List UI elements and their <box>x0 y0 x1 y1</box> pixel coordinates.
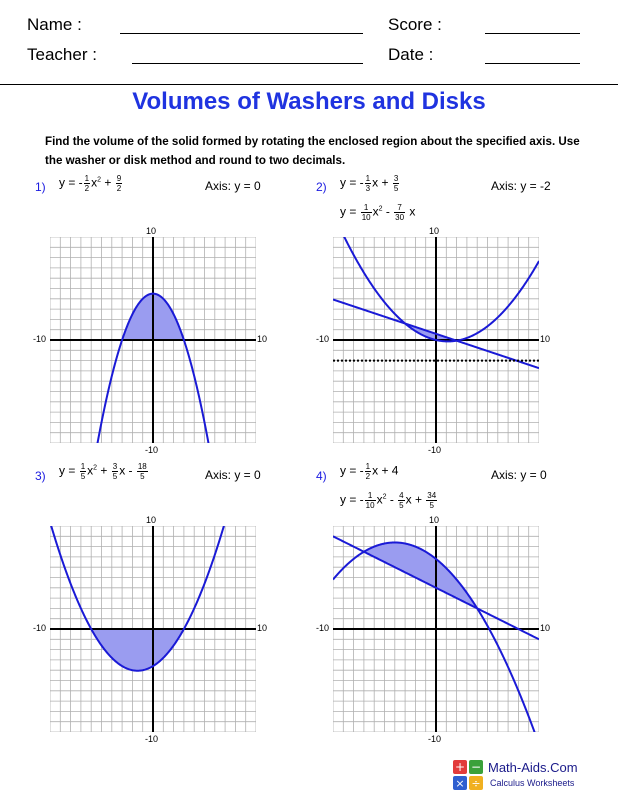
problem-4-equation-2: y = - $\frac{1}{10}$ $x^2$ - $\frac{4}{5}$ x + $\frac{34}{5}$ <box>340 491 437 510</box>
teacher-line[interactable] <box>132 63 363 64</box>
graph-1-top-label: 10 <box>146 226 157 236</box>
math-aids-logo-icon <box>453 760 483 790</box>
svg-text:+: + <box>454 760 466 774</box>
svg-text:×: × <box>455 777 465 790</box>
date-label: Date : <box>388 45 434 64</box>
problem-3-equation: y = $\frac{1}{5}$ $x^2$ + $\frac{3}{5}$ x - $\frac{18}{5}$ <box>59 462 147 481</box>
name-line[interactable] <box>120 33 363 34</box>
svg-text:÷: ÷ <box>471 777 481 790</box>
shaded-region <box>364 542 477 608</box>
problem-3-axis: Axis: y = 0 <box>205 468 261 482</box>
graph-2-top-label: 10 <box>429 226 440 236</box>
graph-problem-1 <box>50 237 256 443</box>
graph-3-top-label: 10 <box>146 515 157 525</box>
graph-3-left-label: -10 <box>33 623 47 633</box>
problem-1-number: 1) <box>35 180 46 194</box>
problem-4-number: 4) <box>316 469 327 483</box>
footer-brand[interactable]: Math-Aids.Com <box>488 760 578 775</box>
graph-3-right-label: 10 <box>257 623 268 633</box>
graph-problem-2 <box>333 237 539 443</box>
graph-4-bottom-label: -10 <box>428 734 442 744</box>
problem-1-axis: Axis: y = 0 <box>205 179 261 193</box>
instructions: Find the volume of the solid formed by rotating the enclosed region about the specified axis. Use the washer or disk method and round to two decimals. <box>45 135 580 167</box>
graph-2-bottom-label: -10 <box>428 445 442 455</box>
graph-4-left-label: -10 <box>316 623 330 633</box>
graph-1-left-label: -10 <box>33 334 47 344</box>
problem-4-equation-1: y = - $\frac{1}{2}$ x + 4 <box>340 462 399 481</box>
svg-text:−: − <box>470 760 482 774</box>
graph-4-right-label: 10 <box>540 623 551 633</box>
teacher-label: Teacher : <box>27 45 97 64</box>
problem-2-axis: Axis: y = -2 <box>491 179 551 193</box>
problem-2-number: 2) <box>316 180 327 194</box>
problem-4-axis: Axis: y = 0 <box>491 468 547 482</box>
graph-3-bottom-label: -10 <box>145 734 159 744</box>
problem-2-equation-1: y = - $\frac{1}{3}$ x + $\frac{3}{5}$ <box>340 174 399 193</box>
graph-problem-3 <box>50 526 256 732</box>
date-line[interactable] <box>485 63 580 64</box>
graph-2-left-label: -10 <box>316 334 330 344</box>
problem-3-number: 3) <box>35 469 46 483</box>
name-label: Name : <box>27 15 82 34</box>
score-label: Score : <box>388 15 442 34</box>
graph-problem-4 <box>333 526 539 732</box>
graph-2-right-label: 10 <box>540 334 551 344</box>
problem-1-equation: y = - $\frac{1}{2}$ $x^2$ + $\frac{9}{2}$ <box>59 174 122 193</box>
graph-1-bottom-label: -10 <box>145 445 159 455</box>
score-line[interactable] <box>485 33 580 34</box>
footer-subtitle: Calculus Worksheets <box>490 778 575 788</box>
problem-2-equation-2: y = $\frac{1}{10}$ $x^2$ - $\frac{7}{30}$ x <box>340 203 416 222</box>
worksheet-title: Volumes of Washers and Disks <box>132 88 486 115</box>
graph-1-right-label: 10 <box>257 334 268 344</box>
graph-4-top-label: 10 <box>429 515 440 525</box>
header-divider <box>0 84 618 85</box>
